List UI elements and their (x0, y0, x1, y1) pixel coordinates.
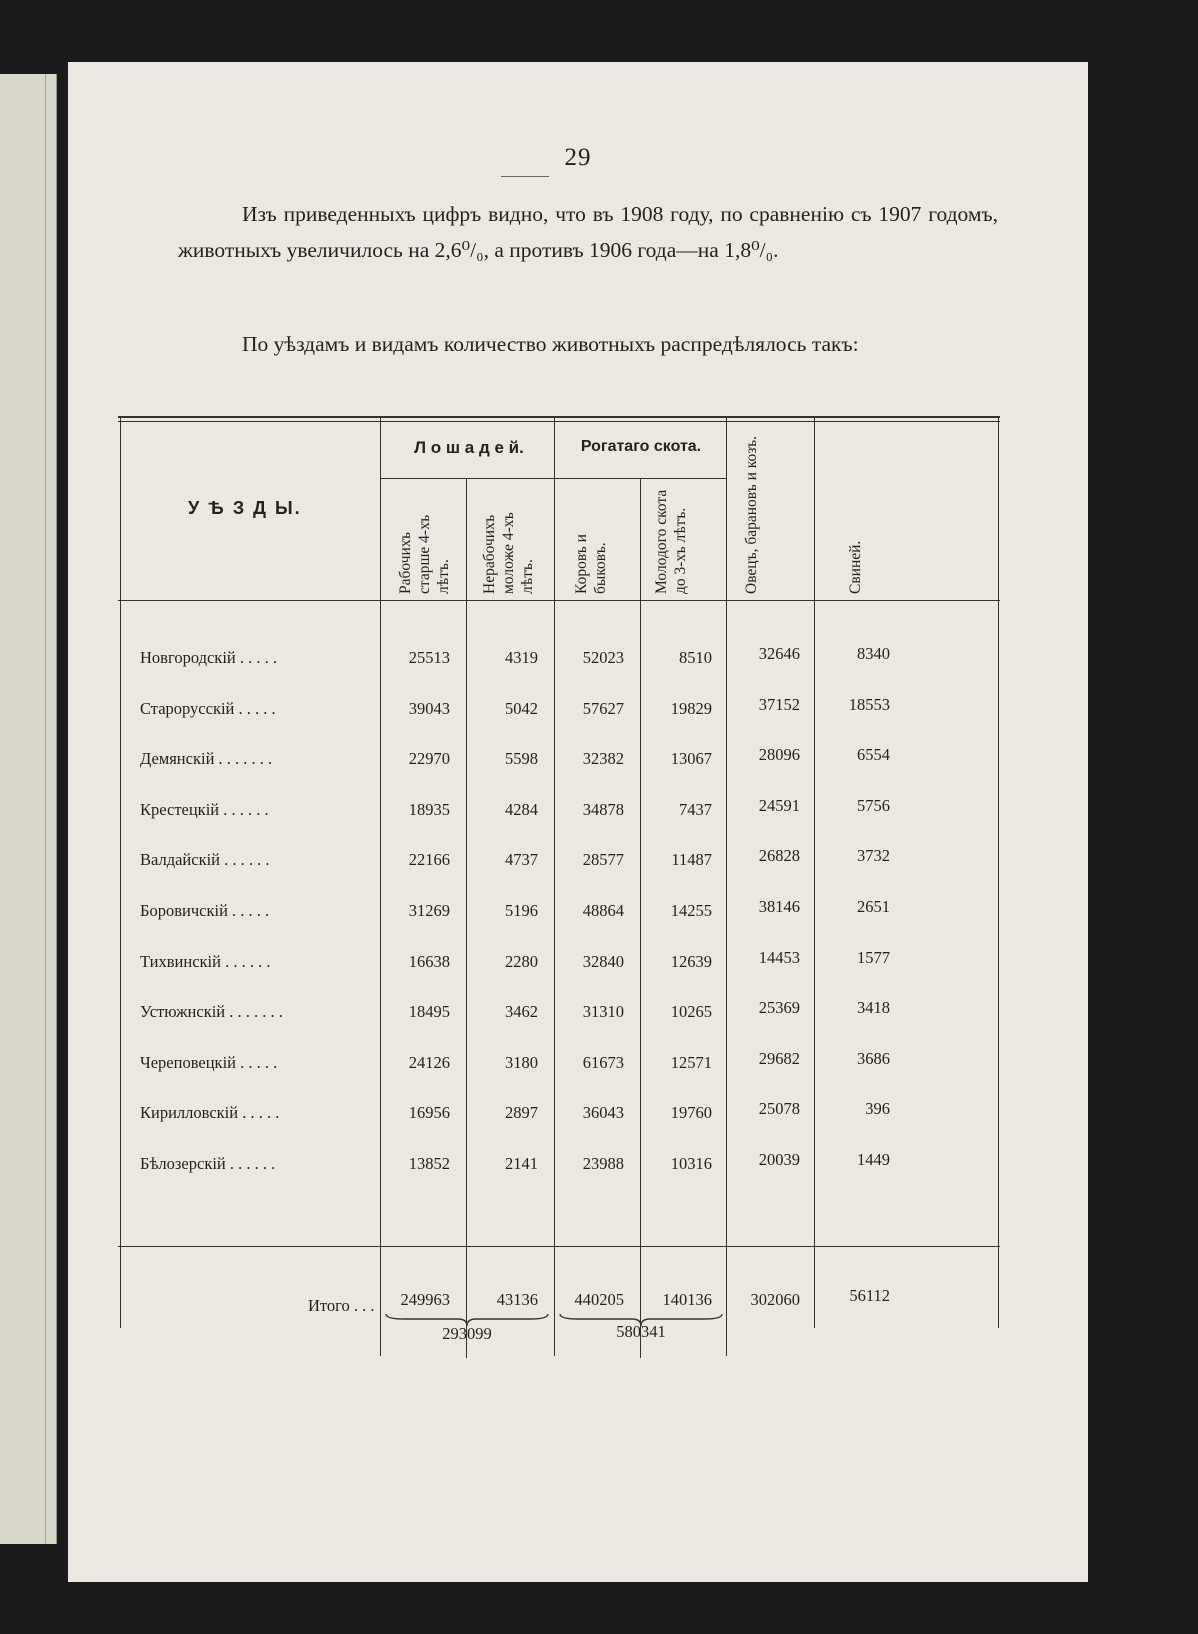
cell-pigs: 8340 (857, 644, 890, 663)
page-number: 29 (564, 144, 592, 171)
cell-pigs: 3418 (857, 998, 890, 1018)
cell-cows: 32840 (582, 951, 624, 971)
row-header: У Ѣ З Д Ы. (188, 498, 302, 518)
cell-cows: 34878 (582, 799, 624, 819)
cell-young-cattle: 13067 (670, 749, 712, 769)
cell-sheep: 26828 (758, 846, 800, 866)
livestock-table (118, 416, 1000, 1356)
cell-pigs: 6554 (857, 745, 890, 765)
cell-working-horses: 22166 (408, 850, 450, 870)
cell-young-horses: 2280 (505, 951, 538, 971)
total-cows: 440205 (574, 1290, 624, 1309)
cell-working-horses: 39043 (408, 698, 450, 718)
cell-cows: 36043 (582, 1103, 624, 1123)
row-name: Новгородскій . . . . . (140, 648, 277, 667)
cell-cows: 57627 (582, 698, 624, 718)
row-name: Бѣлозерскій . . . . . . (140, 1154, 276, 1173)
row-name: Валдайскій . . . . . . (140, 850, 270, 870)
cell-sheep: 20039 (758, 1150, 800, 1169)
row-name: Кирилловскій . . . . . (140, 1103, 280, 1123)
cell-sheep: 14453 (758, 947, 800, 967)
cell-pigs: 3732 (857, 846, 890, 866)
cell-cows: 23988 (582, 1154, 624, 1173)
cell-young-horses: 5598 (505, 749, 538, 769)
row-name: Демянскій . . . . . . . (140, 749, 273, 769)
cell-sheep: 28096 (758, 745, 800, 765)
cell-young-cattle: 12571 (670, 1052, 712, 1072)
cell-sheep: 25078 (758, 1099, 800, 1119)
group-cattle: Рогатаго скота. (580, 438, 702, 455)
cell-working-horses: 22970 (408, 749, 450, 769)
row-name: Устюжнскій . . . . . . . (140, 1002, 283, 1022)
cell-young-horses: 2897 (505, 1103, 538, 1123)
cell-young-horses: 3180 (505, 1052, 538, 1072)
cell-young-horses: 4284 (505, 799, 538, 819)
group-horses: Л о ш а д е й. (414, 438, 524, 457)
row-name: Крестецкій . . . . . . (140, 799, 269, 819)
row-name: Старорусскій . . . . . (140, 698, 276, 718)
cell-young-cattle: 19829 (670, 698, 712, 718)
cell-cows: 31310 (582, 1002, 624, 1022)
cell-working-horses: 25513 (408, 648, 450, 667)
cell-sheep: 24591 (758, 795, 800, 815)
cell-pigs: 18553 (848, 694, 890, 714)
cell-cows: 32382 (582, 749, 624, 769)
cell-young-cattle: 11487 (671, 850, 712, 870)
cell-pigs: 2651 (857, 897, 890, 916)
total-pigs: 56112 (849, 1286, 890, 1305)
book-page (68, 62, 1088, 1582)
total-working-horses: 249963 (400, 1290, 450, 1309)
cell-young-cattle: 14255 (670, 901, 712, 920)
cell-working-horses: 31269 (408, 901, 450, 920)
row-name: Тихвинскій . . . . . . (140, 951, 271, 971)
col-header-young-horses: Нерабочихъ моложе 4-хъ лѣтъ. (481, 512, 536, 594)
total-young-cattle: 140136 (662, 1290, 712, 1309)
cell-working-horses: 16956 (408, 1103, 450, 1123)
col-header-sheep: Овецъ, барановъ и козъ. (743, 435, 760, 594)
col-header-working-horses: Рабочихъ старше 4-хъ лѣтъ. (397, 514, 452, 594)
cell-young-horses: 4319 (505, 648, 538, 667)
cell-pigs: 5756 (857, 795, 890, 815)
cell-pigs: 396 (865, 1099, 890, 1119)
cell-pigs: 3686 (857, 1048, 890, 1068)
cell-young-horses: 3462 (505, 1002, 538, 1022)
cattle-group-total: 580341 (616, 1322, 666, 1341)
left-page-edge (0, 74, 57, 1544)
total-label: Итого . . . (308, 1296, 375, 1315)
cell-sheep: 37152 (758, 694, 800, 714)
cell-pigs: 1449 (857, 1150, 890, 1169)
cell-working-horses: 24126 (408, 1052, 450, 1072)
cell-young-cattle: 19760 (670, 1103, 712, 1123)
cell-working-horses: 18935 (408, 799, 450, 819)
cell-cows: 48864 (582, 901, 624, 920)
row-name: Череповецкій . . . . . (140, 1052, 278, 1072)
cell-young-horses: 4737 (505, 850, 538, 870)
cell-young-cattle: 10265 (670, 1002, 712, 1022)
col-header-young-cattle: Молодого скота до 3-хъ лѣтъ. (653, 489, 689, 594)
cell-sheep: 32646 (758, 644, 800, 663)
cell-young-cattle: 7437 (679, 799, 712, 819)
cell-sheep: 29682 (758, 1048, 800, 1068)
horses-group-total: 293099 (442, 1324, 492, 1343)
page-number-rule (501, 176, 549, 177)
paragraph-2: По уѣздамъ и видамъ количество животныхъ распредѣлялось такъ: (242, 332, 859, 356)
total-sheep: 302060 (750, 1290, 800, 1309)
cell-working-horses: 13852 (408, 1154, 450, 1173)
cell-pigs: 1577 (857, 947, 890, 967)
col-header-pigs: Свиней. (847, 540, 864, 594)
paragraph-1: Изъ приведенныхъ цифръ видно, что въ 1908 году, по сравненію съ 1907 годомъ, животныхъ увеличилось на 2,6⁰/₀, а противъ 1906 года—на 1,8⁰/₀. (178, 202, 998, 262)
cell-young-horses: 5196 (505, 901, 538, 920)
cell-working-horses: 16638 (408, 951, 450, 971)
cell-young-cattle: 12639 (670, 951, 712, 971)
cell-young-cattle: 8510 (679, 648, 712, 667)
cell-cows: 61673 (582, 1052, 624, 1072)
cell-young-cattle: 10316 (670, 1154, 712, 1173)
cell-sheep: 25369 (758, 998, 800, 1018)
row-name: Боровичскій . . . . . (140, 901, 270, 920)
cell-young-horses: 2141 (505, 1154, 538, 1173)
cell-cows: 28577 (582, 850, 624, 870)
cell-working-horses: 18495 (408, 1002, 450, 1022)
cell-young-horses: 5042 (505, 698, 538, 718)
total-young-horses: 43136 (496, 1290, 538, 1309)
cell-cows: 52023 (582, 648, 624, 667)
cell-sheep: 38146 (758, 897, 800, 916)
col-header-cows: Коровъ и быковъ. (573, 534, 609, 594)
